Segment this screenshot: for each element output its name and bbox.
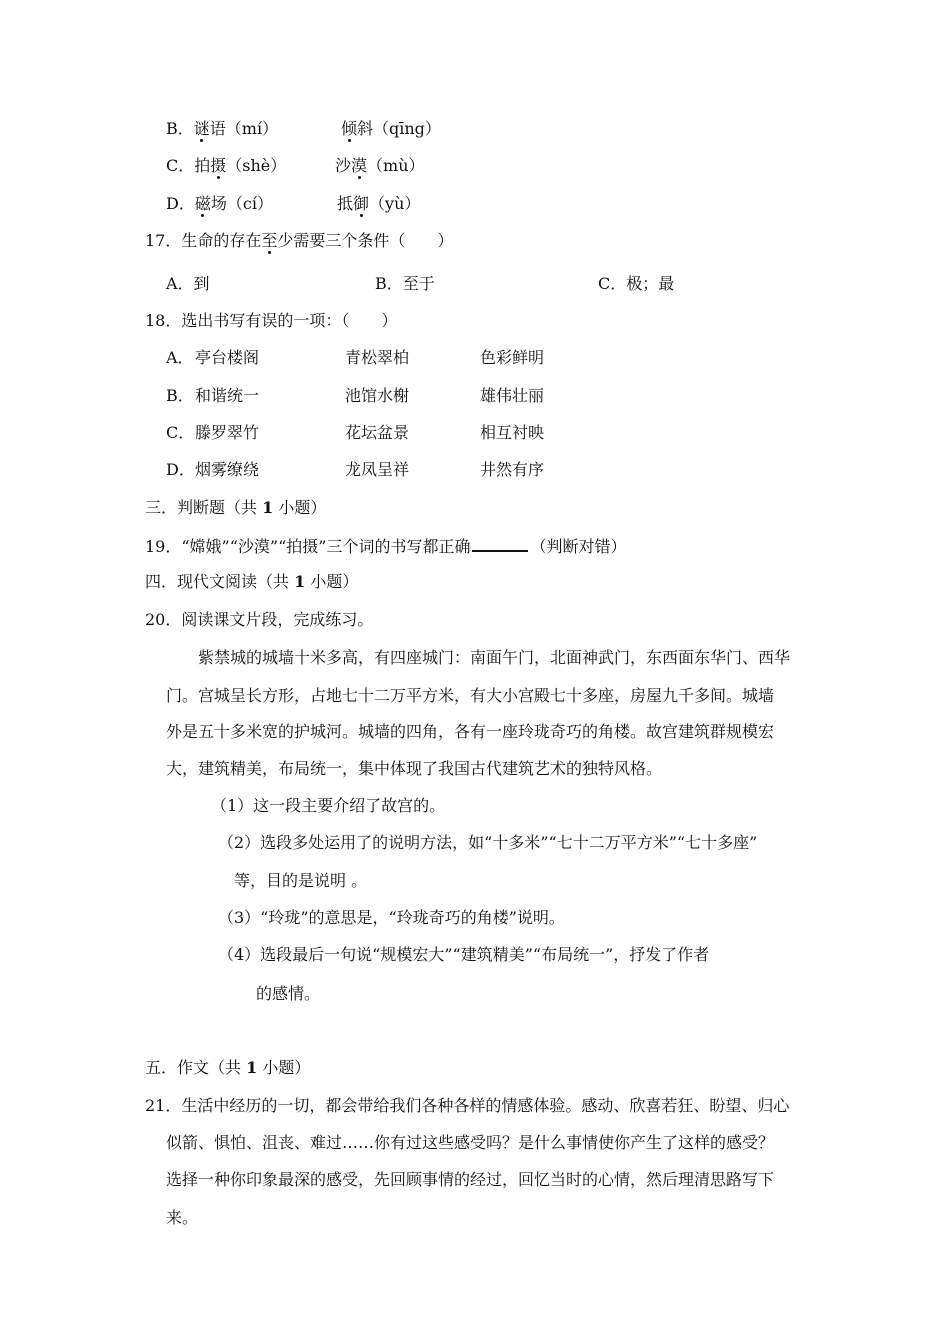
q20-sub4-cont: 的感情。 <box>256 984 321 1003</box>
q18-option-a-label: A． <box>166 348 194 367</box>
section-5-heading: 五．作文（共 1 小题） <box>145 1058 311 1077</box>
q20-sub4: （4）选段最后一句说“规模宏大”“建筑精美”“布局统一”，抒发了作者 <box>218 945 710 964</box>
q18-option-a-word1: 亭台楼阁 <box>195 348 260 367</box>
q21-line: 似箭、惧怕、沮丧、难过……你有过这些感受吗？是什么事情使你产生了这样的感受？ <box>166 1133 775 1152</box>
section-3-heading: 三．判断题（共 1 小题） <box>145 498 327 517</box>
q16-option-d: D．磁场（cí） <box>166 194 273 213</box>
q20-sub3: （3）“玲珑”的意思是，“玲珑奇巧的角楼”说明。 <box>218 908 565 927</box>
q20-sub2-cont: 等，目的是说明 。 <box>234 871 368 890</box>
q18-option-c-label: C． <box>166 423 195 442</box>
q21-line: 选择一种你印象最深的感受，先回顾事情的经过，回忆当时的心情，然后理清思路写下 <box>166 1170 775 1189</box>
q18-option-c-word3: 相互衬映 <box>480 423 545 442</box>
q18-option-c-word2: 花坛盆景 <box>345 423 410 442</box>
q20-sub1: （1）这一段主要介绍了故宫的。 <box>211 796 446 815</box>
q18-option-a-word2: 青松翠柏 <box>345 348 410 367</box>
q18-option-d-word3: 井然有序 <box>480 460 545 479</box>
answer-blank[interactable] <box>472 534 528 552</box>
q17-option-c: C．极；最 <box>598 274 675 293</box>
q16-option-c-word2: 沙漠（mù） <box>335 156 425 175</box>
q16-option-b-word2: 倾斜（qīng） <box>341 119 441 138</box>
q18-option-d-word2: 龙凤呈祥 <box>345 460 410 479</box>
q17-option-b: B．至于 <box>375 274 435 293</box>
q21-line: 来。 <box>166 1208 199 1227</box>
q18-stem: 18．选出书写有误的一项：（ ） <box>145 311 398 330</box>
q19-stem: 19．“嫦娥”“沙漠”“拍摄”三个词的书写都正确 （判断对错） <box>145 534 626 558</box>
q20-sub2: （2）选段多处运用了的说明方法，如“十多米”“七十二万平方米”“七十多座” <box>218 833 758 852</box>
q17-option-a: A．到 <box>166 274 210 293</box>
q16-option-c: C．拍摄（shè） <box>166 156 287 175</box>
q18-option-a-word3: 色彩鲜明 <box>480 348 545 367</box>
passage-line: 紫禁城的城墙十米多高，有四座城门：南面午门，北面神武门，东西面东华门、西华 <box>198 648 791 667</box>
passage-line: 门。宫城呈长方形，占地七十二万平方米，有大小宫殿七十多座，房屋九千多间。城墙 <box>166 686 775 705</box>
q18-option-c-word1: 滕罗翠竹 <box>195 423 260 442</box>
section-4-heading: 四．现代文阅读（共 1 小题） <box>145 572 359 591</box>
q16-option-d-word2: 抵御（yù） <box>337 194 421 213</box>
q18-option-d-word1: 烟雾缭绕 <box>195 460 260 479</box>
q18-option-d-label: D． <box>166 460 195 479</box>
passage-line: 外是五十多米宽的护城河。城墙的四角，各有一座玲珑奇巧的角楼。故宫建筑群规模宏 <box>166 722 775 741</box>
q21-line: 21．生活中经历的一切，都会带给我们各种各样的情感体验。感动、欣喜若狂、盼望、归心 <box>145 1096 790 1115</box>
q17-stem: 17．生命的存在至少需要三个条件（ ） <box>145 231 454 250</box>
q16-option-b: B．谜语（mí） <box>166 119 279 138</box>
q18-option-b-label: B． <box>166 386 194 405</box>
q20-stem: 20．阅读课文片段，完成练习。 <box>145 610 374 629</box>
q18-option-b-word1: 和谐统一 <box>195 386 260 405</box>
q18-option-b-word2: 池馆水榭 <box>345 386 410 405</box>
q18-option-b-word3: 雄伟壮丽 <box>480 386 545 405</box>
passage-line: 大，建筑精美，布局统一，集中体现了我国古代建筑艺术的独特风格。 <box>166 759 663 778</box>
